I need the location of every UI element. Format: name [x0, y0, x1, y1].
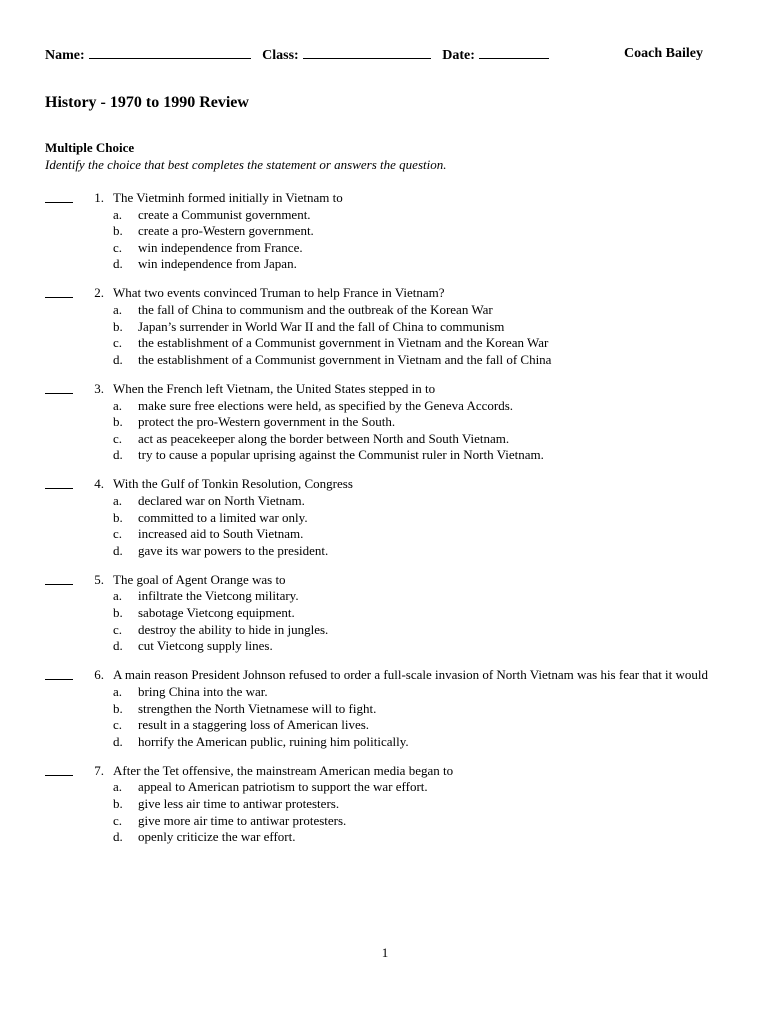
choice	[0, 543, 770, 560]
choice	[0, 493, 770, 510]
choice-text: give more air time to antiwar protesters.	[138, 812, 347, 828]
question-number: 1.	[94, 190, 104, 205]
question-text: The Vietminh formed initially in Vietnam to	[113, 190, 343, 205]
choice-letter: b.	[113, 796, 123, 811]
choice-text: result in a staggering loss of American lives.	[138, 717, 370, 733]
choice-text: protect the pro-Western government in the South.	[138, 414, 396, 430]
choice-text: gave its war powers to the president.	[138, 542, 329, 558]
question-number: 2.	[94, 285, 104, 301]
choice	[0, 398, 770, 415]
choice	[0, 605, 770, 622]
choice-text: Japan’s surrender in World War II and the fall of China to communism	[138, 318, 505, 334]
choice-letter: d.	[113, 351, 123, 367]
choice-text: appeal to American patriotism to support the war effort.	[138, 779, 428, 795]
question-number: 4.	[94, 476, 104, 492]
choice-text: increased aid to South Vietnam.	[138, 526, 304, 542]
choice	[0, 734, 770, 751]
answer-blank[interactable]	[45, 488, 73, 489]
choice-text: create a pro-Western government.	[138, 223, 314, 239]
answer-blank[interactable]	[45, 202, 73, 203]
choice-text: bring China into the war.	[138, 683, 268, 699]
choice-text: sabotage Vietcong equipment.	[138, 605, 295, 621]
answer-blank[interactable]	[45, 393, 73, 394]
choice	[0, 779, 770, 796]
page-title: History - 1970 to 1990 Review	[45, 94, 249, 111]
choice-letter: a.	[113, 302, 123, 318]
choice	[0, 588, 770, 605]
choice	[0, 796, 770, 813]
choice-text: win independence from Japan.	[138, 256, 297, 272]
choice-letter: b.	[113, 509, 123, 525]
choice-letter: a.	[113, 493, 123, 508]
choice	[0, 717, 770, 734]
choice	[0, 638, 770, 655]
question	[0, 572, 770, 655]
choice-text: the establishment of a Communist government in Vietnam and the fall of China	[138, 351, 552, 367]
question-text: When the French left Vietnam, the United States stepped in to	[113, 380, 436, 396]
choice-letter: c.	[113, 239, 123, 255]
choice	[0, 684, 770, 701]
choice	[0, 256, 770, 273]
choice-letter: d.	[113, 733, 123, 749]
choice-letter: a.	[113, 779, 123, 795]
choice-letter: b.	[113, 414, 123, 430]
answer-blank[interactable]	[45, 297, 73, 298]
question-list	[0, 190, 770, 858]
choice-letter: d.	[113, 829, 123, 845]
choice	[0, 335, 770, 352]
choice	[0, 302, 770, 319]
choice-text: cut Vietcong supply lines.	[138, 638, 273, 654]
choice-letter: b.	[113, 605, 123, 621]
choice-letter: a.	[113, 397, 123, 413]
class-label: Class:	[262, 48, 299, 63]
name-blank[interactable]	[89, 46, 251, 59]
name-label: Name:	[45, 48, 85, 63]
choice	[0, 207, 770, 224]
class-field	[262, 46, 431, 64]
choice-text: destroy the ability to hide in jungles.	[138, 621, 329, 637]
teacher-name: Coach Bailey	[624, 46, 703, 61]
name-field	[45, 46, 251, 64]
choice	[0, 319, 770, 336]
choice-text: openly criticize the war effort.	[138, 829, 296, 845]
choice-text: the establishment of a Communist government in Vietnam and the Korean War	[138, 335, 549, 351]
choice-text: the fall of China to communism and the outbreak of the Korean War	[138, 302, 493, 318]
choice-letter: d.	[113, 256, 123, 272]
question-text: A main reason President Johnson refused to order a full-scale invasion of North Vietnam was his fear that it would	[113, 667, 709, 683]
choice-text: horrify the American public, ruining him politically.	[138, 733, 409, 749]
question-number: 6.	[94, 667, 104, 683]
question-text: After the Tet offensive, the mainstream American media began to	[113, 762, 454, 778]
date-label: Date:	[442, 48, 475, 63]
choice-letter: c.	[113, 621, 123, 637]
class-blank[interactable]	[303, 46, 431, 59]
choice-letter: c.	[113, 335, 123, 351]
choice	[0, 240, 770, 257]
answer-blank[interactable]	[45, 775, 73, 776]
choice-letter: c.	[113, 430, 123, 446]
choice	[0, 223, 770, 240]
question-number: 7.	[94, 762, 104, 778]
choice-letter: b.	[113, 223, 123, 239]
choice-text: infiltrate the Vietcong military.	[138, 588, 299, 604]
choice	[0, 701, 770, 718]
choice-letter: d.	[113, 447, 123, 463]
question	[0, 667, 770, 750]
date-field	[442, 46, 549, 64]
choice-letter: b.	[113, 318, 123, 334]
choice-text: make sure free elections were held, as specified by the Geneva Accords.	[138, 397, 514, 413]
choice	[0, 829, 770, 846]
choice	[0, 447, 770, 464]
choice	[0, 431, 770, 448]
question-number: 5.	[94, 571, 104, 587]
choice-letter: c.	[113, 717, 123, 733]
header-fields	[45, 46, 549, 64]
question-text: The goal of Agent Orange was to	[113, 571, 286, 587]
question-text: What two events convinced Truman to help France in Vietnam?	[113, 285, 445, 301]
choice-text: give less air time to antiwar protesters.	[138, 796, 340, 811]
choice-text: committed to a limited war only.	[138, 509, 308, 525]
question	[0, 190, 770, 273]
question-text: With the Gulf of Tonkin Resolution, Congress	[113, 476, 353, 492]
answer-blank[interactable]	[45, 679, 73, 680]
question	[0, 763, 770, 846]
choice-letter: a.	[113, 588, 123, 604]
answer-blank[interactable]	[45, 584, 73, 585]
section-title: Multiple Choice	[45, 140, 135, 155]
choice-letter: c.	[113, 526, 123, 542]
choice-text: try to cause a popular uprising against the Communist ruler in North Vietnam.	[138, 447, 544, 463]
choice-letter: b.	[113, 700, 123, 716]
choice	[0, 510, 770, 527]
section-instructions: Identify the choice that best completes the statement or answers the question.	[45, 157, 447, 172]
choice	[0, 414, 770, 431]
choice-letter: d.	[113, 542, 123, 558]
page-number: 1	[381, 945, 389, 960]
choice-text: declared war on North Vietnam.	[138, 493, 305, 508]
choice	[0, 526, 770, 543]
choice	[0, 622, 770, 639]
choice	[0, 352, 770, 369]
choice-text: strengthen the North Vietnamese will to fight.	[138, 700, 377, 716]
question	[0, 381, 770, 464]
choice-letter: c.	[113, 812, 123, 828]
choice-letter: a.	[113, 683, 123, 699]
choice-letter: d.	[113, 638, 123, 654]
question-number: 3.	[94, 380, 104, 396]
choice-letter: a.	[113, 206, 123, 222]
choice-text: act as peacekeeper along the border between North and South Vietnam.	[138, 430, 510, 446]
date-blank[interactable]	[479, 46, 549, 59]
choice-text: win independence from France.	[138, 239, 303, 255]
question	[0, 476, 770, 559]
choice	[0, 813, 770, 830]
question	[0, 285, 770, 368]
choice-text: create a Communist government.	[138, 206, 311, 222]
